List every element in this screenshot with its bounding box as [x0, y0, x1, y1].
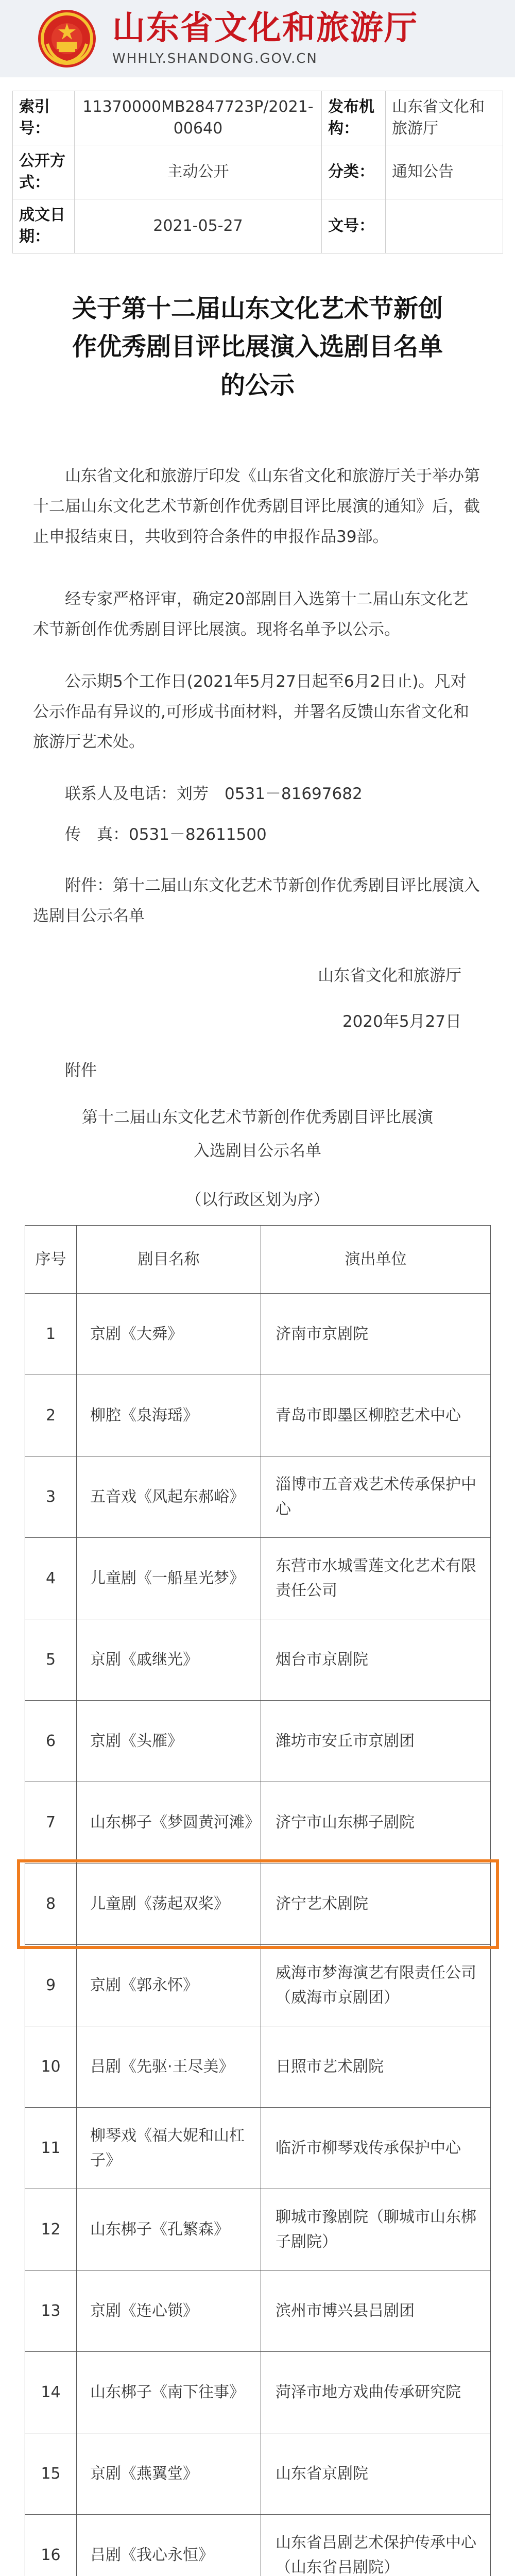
date-label: 成文日期：: [13, 199, 75, 253]
metadata-row: [13, 91, 503, 145]
performing-unit: 临沂市柳琴戏传承保护中心: [261, 2108, 491, 2189]
row-number: 6: [25, 1701, 77, 1782]
table-header-row: [25, 1226, 491, 1294]
table-row: [25, 2270, 491, 2352]
row-number: 7: [25, 1782, 77, 1863]
contact-line: 联系人及电话：刘芳 0531－81697682: [65, 785, 363, 804]
list-wrapper: [0, 1225, 515, 2576]
table-row: [25, 1538, 491, 1619]
date-value: 2021-05-27: [75, 199, 322, 253]
list-title-line: 第十二届山东文化艺术节新创作优秀剧目评比展演: [82, 1108, 433, 1127]
table-row: [25, 1945, 491, 2026]
play-name: 山东梆子《梦圆黄河滩》: [77, 1782, 261, 1863]
row-number: 15: [25, 2433, 77, 2515]
play-name: 吕剧《我心永恒》: [77, 2515, 261, 2576]
metadata-row: [13, 199, 503, 253]
play-name: 京剧《燕翼堂》: [77, 2433, 261, 2515]
performing-unit: 山东省吕剧艺术保护传承中心（山东省吕剧院）: [261, 2515, 491, 2576]
category-label: 分类：: [322, 145, 386, 199]
play-name: 山东梆子《南下往事》: [77, 2352, 261, 2433]
row-number: 4: [25, 1538, 77, 1619]
issuer-value: 山东省文化和旅游厅: [386, 91, 503, 145]
disclosure-value: 主动公开: [75, 145, 322, 199]
play-name: 山东梆子《孔繁森》: [77, 2189, 261, 2270]
index-label: 索引号：: [13, 91, 75, 145]
play-name: 柳腔《泉海瑶》: [77, 1375, 261, 1456]
performing-unit: 潍坊市安丘市京剧团: [261, 1701, 491, 1782]
column-header-unit: 演出单位: [261, 1226, 491, 1294]
row-number: 1: [25, 1294, 77, 1375]
play-name: 儿童剧《荡起双桨》: [77, 1863, 261, 1945]
column-header-name: 剧目名称: [77, 1226, 261, 1294]
performing-unit: 济宁艺术剧院: [261, 1863, 491, 1945]
performing-unit: 滨州市博兴县吕剧团: [261, 2270, 491, 2352]
table-row: [25, 1294, 491, 1375]
table-row: [25, 2026, 491, 2108]
row-number: 12: [25, 2189, 77, 2270]
table-row: [25, 2352, 491, 2433]
docno-value: [386, 199, 503, 253]
disclosure-label: 公开方式：: [13, 145, 75, 199]
list-note: （以行政区划为序）: [185, 1191, 330, 1210]
document-title-line: 作优秀剧目评比展演入选剧目名单: [72, 332, 443, 362]
play-name: 京剧《郭永怀》: [77, 1945, 261, 2026]
row-number: 10: [25, 2026, 77, 2108]
fax-line: 传 真：0531－82611500: [65, 825, 267, 844]
performing-unit: 青岛市即墨区柳腔艺术中心: [261, 1375, 491, 1456]
paragraph: 公示期5个工作日(2021年5月27日起至6月2日止)。凡对公示作品有异议的,可形成书面材料，并署名反馈山东省文化和旅游厅艺术处。: [33, 672, 469, 752]
play-name: 五音戏《风起东郝峪》: [77, 1456, 261, 1538]
performing-unit: 济宁市山东梆子剧院: [261, 1782, 491, 1863]
play-name: 京剧《戚继光》: [77, 1619, 261, 1701]
row-number: 9: [25, 1945, 77, 2026]
row-number: 5: [25, 1619, 77, 1701]
site-url: WHHLY.SHANDONG.GOV.CN: [112, 50, 318, 66]
paragraph: 山东省文化和旅游厅印发《山东省文化和旅游厅关于举办第十二届山东文化艺术节新创作优秀剧目评比展演的通知》后，截止申报结束日，共收到符合条件的申报作品39部。: [33, 467, 480, 546]
attachment-heading: 附件: [65, 1061, 97, 1080]
table-row: [25, 2515, 491, 2576]
row-number: 13: [25, 2270, 77, 2352]
performing-unit: 烟台市京剧院: [261, 1619, 491, 1701]
category-value: 通知公告: [386, 145, 503, 199]
column-header-no: 序号: [25, 1226, 77, 1294]
row-number: 3: [25, 1456, 77, 1538]
row-number: 11: [25, 2108, 77, 2189]
table-row: [25, 1456, 491, 1538]
performing-unit: 济南市京剧院: [261, 1294, 491, 1375]
performing-unit: 威海市梦海演艺有限责任公司（威海市京剧团）: [261, 1945, 491, 2026]
docno-label: 文号：: [322, 199, 386, 253]
site-title: 山东省文化和旅游厅: [112, 9, 418, 48]
table-row: [25, 2189, 491, 2270]
row-number: 16: [25, 2515, 77, 2576]
play-name: 柳琴戏《福大妮和山杠子》: [77, 2108, 261, 2189]
play-name: 京剧《大舜》: [77, 1294, 261, 1375]
attachment-line: 附件：第十二届山东文化艺术节新创作优秀剧目评比展演入选剧目公示名单: [33, 876, 480, 925]
list-title-line: 入选剧目公示名单: [194, 1141, 321, 1160]
row-number: 2: [25, 1375, 77, 1456]
performing-unit: 聊城市豫剧院（聊城市山东梆子剧院）: [261, 2189, 491, 2270]
document-title-line: 关于第十二届山东文化艺术节新创: [72, 294, 443, 323]
document-title-line: 的公示: [220, 370, 295, 400]
paragraph: 经专家严格评审，确定20部剧目入选第十二届山东文化艺术节新创作优秀剧目评比展演。现将名单予以公示。: [33, 589, 469, 639]
performing-unit: 山东省京剧院: [261, 2433, 491, 2515]
metadata-table: [12, 91, 503, 253]
performing-unit: 淄博市五音戏艺术传承保护中心: [261, 1456, 491, 1538]
row-number: 8: [25, 1863, 77, 1945]
table-row: [25, 1863, 491, 1945]
list-title: [0, 1101, 515, 1168]
table-row: [25, 2433, 491, 2515]
play-name: 京剧《连心锁》: [77, 2270, 261, 2352]
signature-date: 2020年5月27日: [342, 1012, 461, 1031]
national-emblem-icon: [36, 8, 98, 70]
document-title: [31, 290, 484, 404]
row-number: 14: [25, 2352, 77, 2433]
selection-list-table: [25, 1225, 491, 2576]
table-row: [25, 1701, 491, 1782]
table-row: [25, 1782, 491, 1863]
play-name: 儿童剧《一船星光梦》: [77, 1538, 261, 1619]
play-name: 京剧《头雁》: [77, 1701, 261, 1782]
table-row: [25, 1619, 491, 1701]
metadata-row: [13, 145, 503, 199]
brand: [112, 10, 418, 66]
table-row: [25, 1375, 491, 1456]
play-name: 吕剧《先驱·王尽美》: [77, 2026, 261, 2108]
index-value: 11370000MB2847723P/2021-00640: [75, 91, 322, 145]
table-row: [25, 2108, 491, 2189]
performing-unit: 菏泽市地方戏曲传承研究院: [261, 2352, 491, 2433]
performing-unit: 东营市水城雪莲文化艺术有限责任公司: [261, 1538, 491, 1619]
signature-org: 山东省文化和旅游厅: [318, 966, 461, 985]
performing-unit: 日照市艺术剧院: [261, 2026, 491, 2108]
site-header: [0, 0, 515, 77]
document-body: [0, 461, 515, 1080]
issuer-label: 发布机构：: [322, 91, 386, 145]
